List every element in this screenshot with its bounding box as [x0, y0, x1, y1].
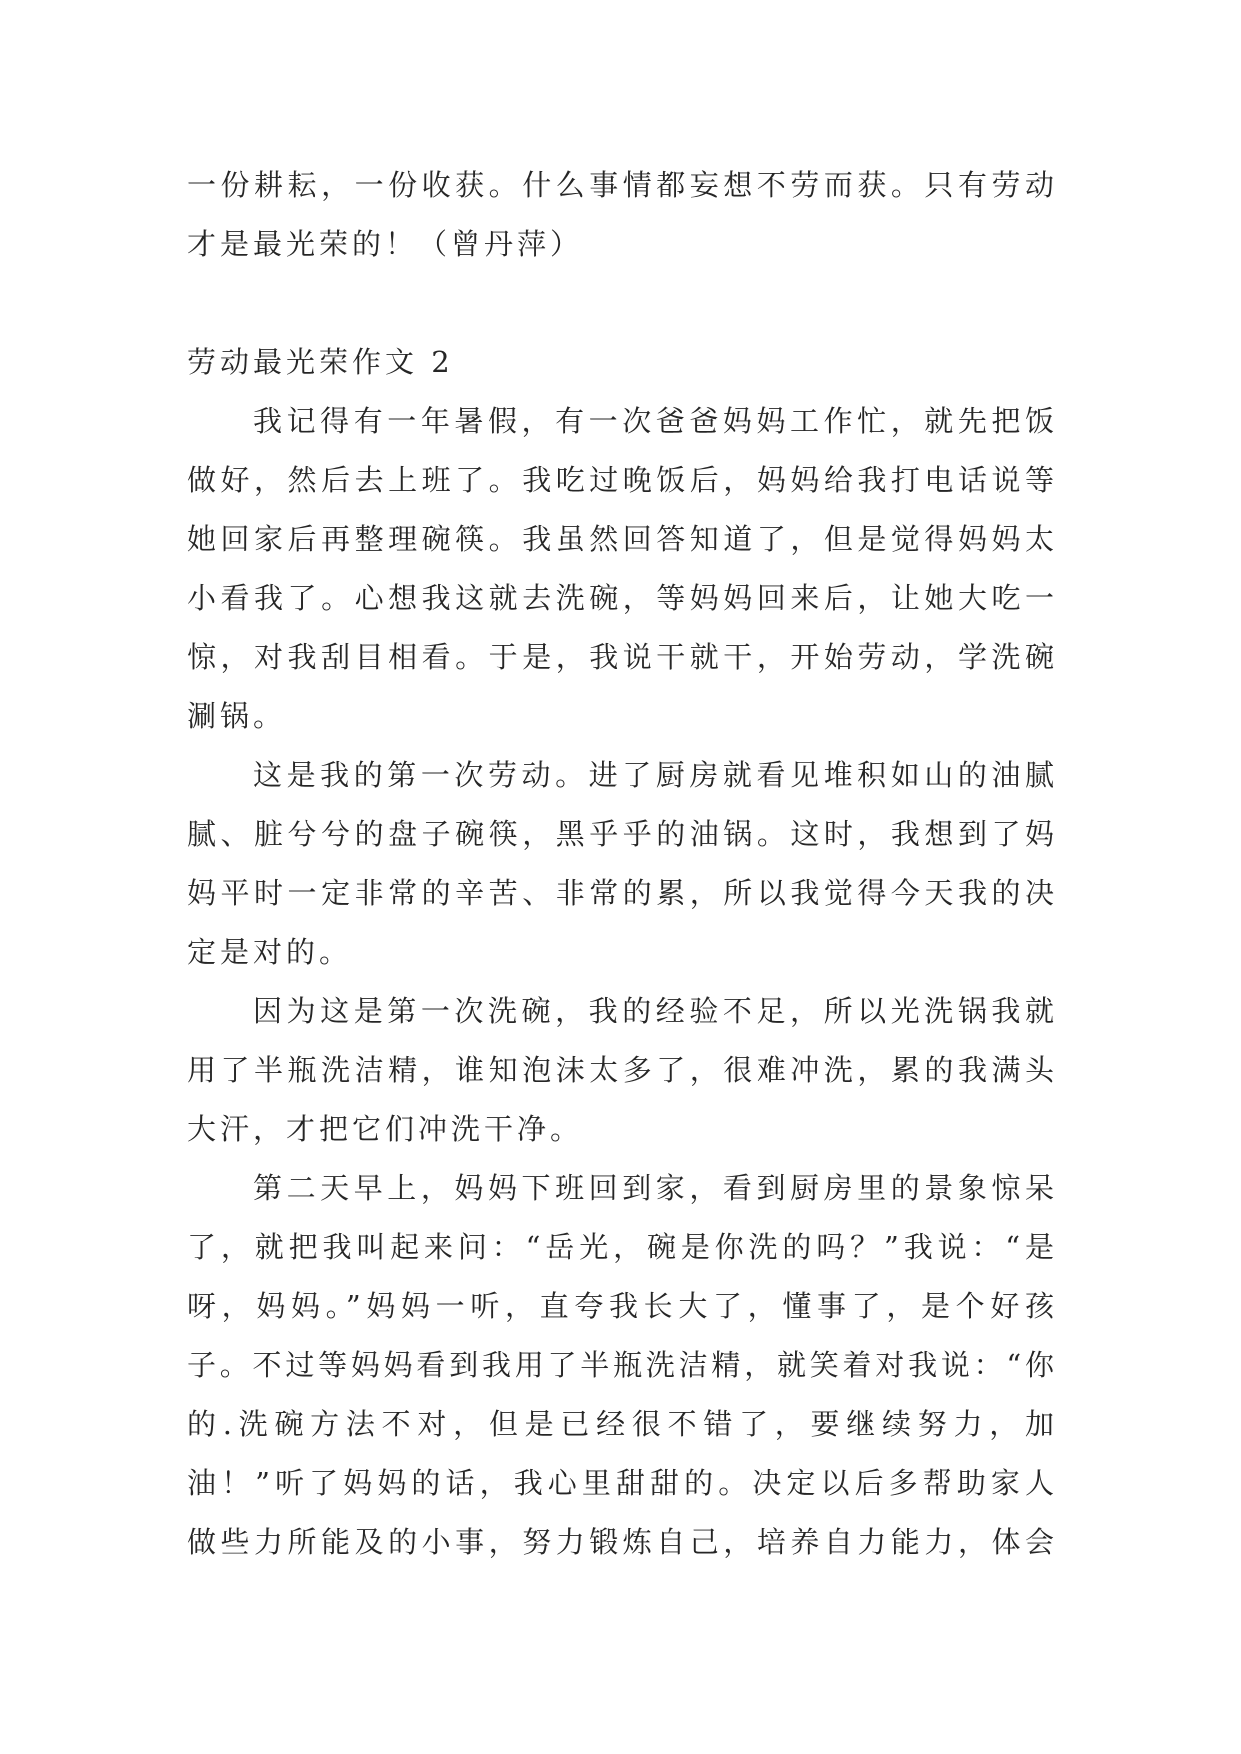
text-line: 的.洗碗方法不对，但是已经很不错了，要继续努力，加	[187, 1407, 1054, 1441]
text-line: 惊，对我刮目相看。于是，我说干就干，开始劳动，学洗碗	[187, 640, 1054, 674]
paragraph	[187, 982, 1054, 1159]
paragraph	[187, 746, 1054, 982]
text-line: 因为这是第一次洗碗，我的经验不足，所以光洗锅我就	[253, 994, 1054, 1028]
paragraph	[187, 392, 1054, 746]
text-line: 一份耕耘，一份收获。什么事情都妄想不劳而获。只有劳动	[187, 168, 1054, 202]
text-line: 做好，然后去上班了。我吃过晚饭后，妈妈给我打电话说等	[187, 463, 1054, 497]
text-line: 油！”听了妈妈的话，我心里甜甜的。决定以后多帮助家人	[187, 1466, 1054, 1500]
text-line: 小看我了。心想我这就去洗碗，等妈妈回来后，让她大吃一	[187, 581, 1054, 615]
text-line: 涮锅。	[187, 699, 287, 733]
text-line: 呀，妈妈。”妈妈一听，直夸我长大了，懂事了，是个好孩	[187, 1289, 1054, 1323]
text-line: 妈平时一定非常的辛苦、非常的累，所以我觉得今天我的决	[187, 876, 1054, 910]
text-line: 这是我的第一次劳动。进了厨房就看见堆积如山的油腻	[253, 758, 1054, 792]
text-line: 腻、脏兮兮的盘子碗筷，黑乎乎的油锅。这时，我想到了妈	[187, 817, 1054, 851]
paragraph	[187, 1159, 1054, 1572]
text-line: 第二天早上，妈妈下班回到家，看到厨房里的景象惊呆	[253, 1171, 1054, 1205]
text-line: 用了半瓶洗洁精，谁知泡沫太多了，很难冲洗，累的我满头	[187, 1053, 1054, 1087]
document-body	[187, 156, 1054, 1572]
text-line: 做些力所能及的小事，努力锻炼自己，培养自力能力，体会	[187, 1525, 1054, 1559]
text-line: 她回家后再整理碗筷。我虽然回答知道了，但是觉得妈妈太	[187, 522, 1054, 556]
text-line: 大汗，才把它们冲洗干净。	[187, 1112, 584, 1146]
text-line: 定是对的。	[187, 935, 353, 969]
text-line: 才是最光荣的！（曾丹萍）	[187, 227, 584, 261]
continued-paragraph	[187, 156, 1054, 274]
essay-title: 劳动最光荣作文 2	[187, 345, 454, 379]
text-line: 了，就把我叫起来问：“岳光，碗是你洗的吗？”我说：“是	[187, 1230, 1054, 1264]
text-line: 子。不过等妈妈看到我用了半瓶洗洁精，就笑着对我说：“你	[187, 1348, 1054, 1382]
text-line: 我记得有一年暑假，有一次爸爸妈妈工作忙，就先把饭	[253, 404, 1054, 438]
